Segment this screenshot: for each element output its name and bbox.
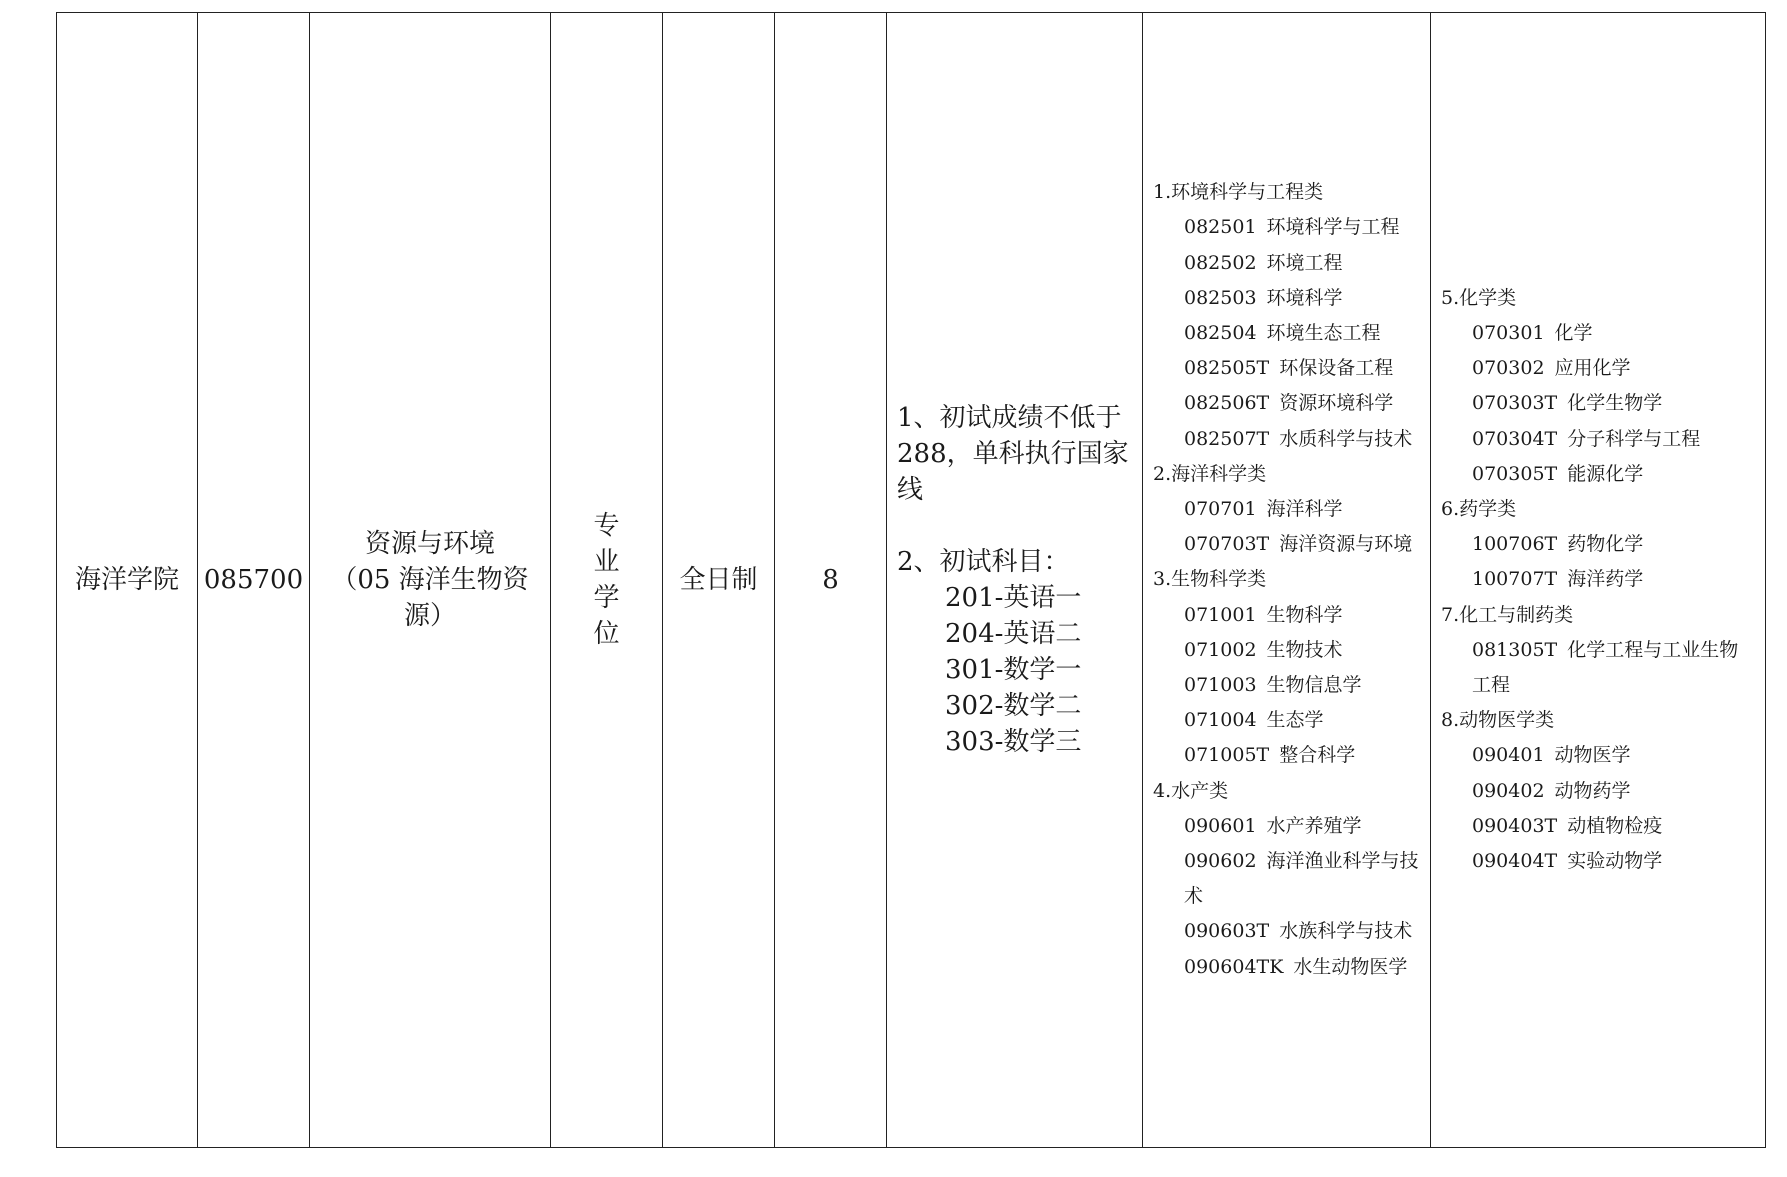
major-list-item <box>1441 774 1755 809</box>
major-list-code: 070701 <box>1184 497 1257 520</box>
major-list-code: 081305T <box>1472 638 1558 661</box>
admission-table <box>56 12 1766 1148</box>
major-list-code: 090404T <box>1472 850 1558 873</box>
major-code: 085700 <box>203 565 304 595</box>
major-list-name: 实验动物学 <box>1567 850 1663 873</box>
major-list-item <box>1441 386 1755 421</box>
major-list-code: 070301 <box>1472 321 1545 344</box>
exam-subjects-label: 2、初试科目： <box>897 547 1070 577</box>
major-list-item <box>1153 210 1420 245</box>
degree-type-cell <box>551 13 663 1148</box>
major-list-item <box>1153 598 1420 633</box>
table-row <box>57 13 1766 1148</box>
major-list-name: 生物技术 <box>1266 638 1343 661</box>
major-list-code: 082501 <box>1184 216 1257 239</box>
major-list-name: 资源环境科学 <box>1279 392 1394 415</box>
major-list-item <box>1441 562 1755 597</box>
major-list-item <box>1153 633 1420 668</box>
major-list-item <box>1441 316 1755 351</box>
college-name: 海洋学院 <box>74 565 179 595</box>
exam-subject: 302-数学二 <box>945 691 1082 721</box>
major-list-code: 082506T <box>1184 392 1270 415</box>
major-list-code: 082503 <box>1184 286 1257 309</box>
major-list-code: 070304T <box>1472 427 1558 450</box>
undergrad-majors-col2 <box>1431 13 1766 1148</box>
quota-cell <box>775 13 887 1148</box>
major-list-name: 化学工程与工业生物工程 <box>1472 638 1739 696</box>
category-label: 8.动物医学类 <box>1441 709 1555 732</box>
major-list-name: 水族科学与技术 <box>1279 920 1413 943</box>
major-list-name: 生态学 <box>1266 709 1324 732</box>
major-list-item <box>1153 844 1420 914</box>
major-list-item <box>1153 351 1420 386</box>
score-requirement: 1、初试成绩不低于288，单科执行国家线 <box>897 403 1129 505</box>
major-list-item <box>1441 633 1755 703</box>
exam-subject: 204-英语二 <box>945 619 1082 649</box>
major-list-name: 环境科学与工程 <box>1266 216 1400 239</box>
major-list-code: 071001 <box>1184 603 1257 626</box>
major-list-code: 090603T <box>1184 920 1270 943</box>
major-list-code: 100706T <box>1472 533 1558 556</box>
category-list <box>1441 281 1755 879</box>
major-list-item <box>1441 457 1755 492</box>
study-mode-cell <box>663 13 775 1148</box>
major-list-name: 海洋渔业科学与技术 <box>1184 850 1419 908</box>
exam-subject: 201-英语一 <box>945 583 1082 613</box>
quota: 8 <box>822 565 839 595</box>
degree-type: 专业学位 <box>593 511 620 649</box>
major-list-name: 环境工程 <box>1266 251 1343 274</box>
major-list-name: 能源化学 <box>1567 462 1644 485</box>
major-list-name: 药物化学 <box>1567 533 1644 556</box>
major-list-code: 070305T <box>1472 462 1558 485</box>
major-list-item <box>1441 809 1755 844</box>
major-list-item <box>1441 422 1755 457</box>
spacer <box>897 508 1132 544</box>
major-direction: （05 海洋生物资源） <box>331 565 529 631</box>
major-list-name: 化学 <box>1554 321 1593 344</box>
major-list-name: 动植物检疫 <box>1567 814 1663 837</box>
major-list-item <box>1153 809 1420 844</box>
major-list-item <box>1441 738 1755 773</box>
major-list-name: 水生动物医学 <box>1293 955 1408 978</box>
category-label: 5.化学类 <box>1441 286 1517 309</box>
major-list-code: 070302 <box>1472 357 1545 380</box>
exam-subject: 301-数学一 <box>945 655 1082 685</box>
major-list-item <box>1153 422 1420 457</box>
major-list-code: 082504 <box>1184 321 1257 344</box>
major-list-item <box>1153 527 1420 562</box>
major-list-name: 生物科学 <box>1266 603 1343 626</box>
major-list-item <box>1153 492 1420 527</box>
major-list-code: 071003 <box>1184 674 1257 696</box>
major-list-item <box>1153 914 1420 949</box>
major-list-code: 090401 <box>1472 744 1545 767</box>
category-label: 6.药学类 <box>1441 497 1517 520</box>
major-list-item <box>1153 281 1420 316</box>
major-list-item <box>1441 844 1755 879</box>
major-list-code: 100707T <box>1472 568 1558 591</box>
major-list-code: 082502 <box>1184 251 1257 274</box>
category-label: 7.化工与制药类 <box>1441 603 1574 626</box>
major-list-code: 070703T <box>1184 533 1270 556</box>
major-list-name: 动物医学 <box>1554 744 1631 767</box>
major-list-item <box>1153 668 1420 703</box>
major-list-code: 070303T <box>1472 392 1558 415</box>
major-list-code: 071004 <box>1184 709 1257 732</box>
category-label: 1.环境科学与工程类 <box>1153 181 1324 204</box>
major-list-item <box>1153 386 1420 421</box>
major-list-name: 应用化学 <box>1554 357 1631 380</box>
major-list-item <box>1153 950 1420 985</box>
major-list-item <box>1153 738 1420 773</box>
major-list-name: 整合科学 <box>1279 744 1356 767</box>
major-list-code: 090403T <box>1472 814 1558 837</box>
exam-subject: 303-数学三 <box>945 727 1082 757</box>
major-list-item <box>1441 351 1755 386</box>
major-list-name: 海洋药学 <box>1567 568 1644 591</box>
major-list-name: 海洋科学 <box>1266 497 1343 520</box>
major-list-name: 海洋资源与环境 <box>1279 533 1413 556</box>
major-list-name: 分子科学与工程 <box>1567 427 1701 450</box>
major-list-name: 水产养殖学 <box>1266 814 1362 837</box>
major-name-cell <box>310 13 551 1148</box>
study-mode: 全日制 <box>679 565 758 595</box>
college-cell <box>57 13 198 1148</box>
major-list-code: 071005T <box>1184 744 1270 767</box>
major-list-code: 082507T <box>1184 427 1270 450</box>
major-list-name: 水质科学与技术 <box>1279 427 1413 450</box>
major-list-item <box>1153 316 1420 351</box>
major-list-code: 082505T <box>1184 357 1270 380</box>
category-list <box>1153 175 1420 985</box>
undergrad-majors-col1 <box>1143 13 1431 1148</box>
major-list-name: 化学生物学 <box>1567 392 1663 415</box>
major-list-item <box>1153 246 1420 281</box>
major-list-code: 090601 <box>1184 814 1257 837</box>
category-label: 4.水产类 <box>1153 779 1229 802</box>
major-list-name: 环境科学 <box>1266 286 1343 309</box>
major-code-cell <box>198 13 310 1148</box>
major-list-name: 环保设备工程 <box>1279 357 1394 380</box>
requirements-cell <box>887 13 1143 1148</box>
major-list-item <box>1153 703 1420 738</box>
category-label: 2.海洋科学类 <box>1153 462 1267 485</box>
major-list-name: 环境生态工程 <box>1266 321 1381 344</box>
major-list-code: 090402 <box>1472 779 1545 802</box>
major-name: 资源与环境 <box>364 529 495 559</box>
major-list-item <box>1441 527 1755 562</box>
major-list-code: 090604TK <box>1184 955 1284 978</box>
major-list-name: 动物药学 <box>1554 779 1631 802</box>
major-list-name: 生物信息学 <box>1266 674 1362 696</box>
major-list-code: 090602 <box>1184 850 1257 873</box>
category-label: 3.生物科学类 <box>1153 568 1267 591</box>
major-list-code: 071002 <box>1184 638 1257 661</box>
